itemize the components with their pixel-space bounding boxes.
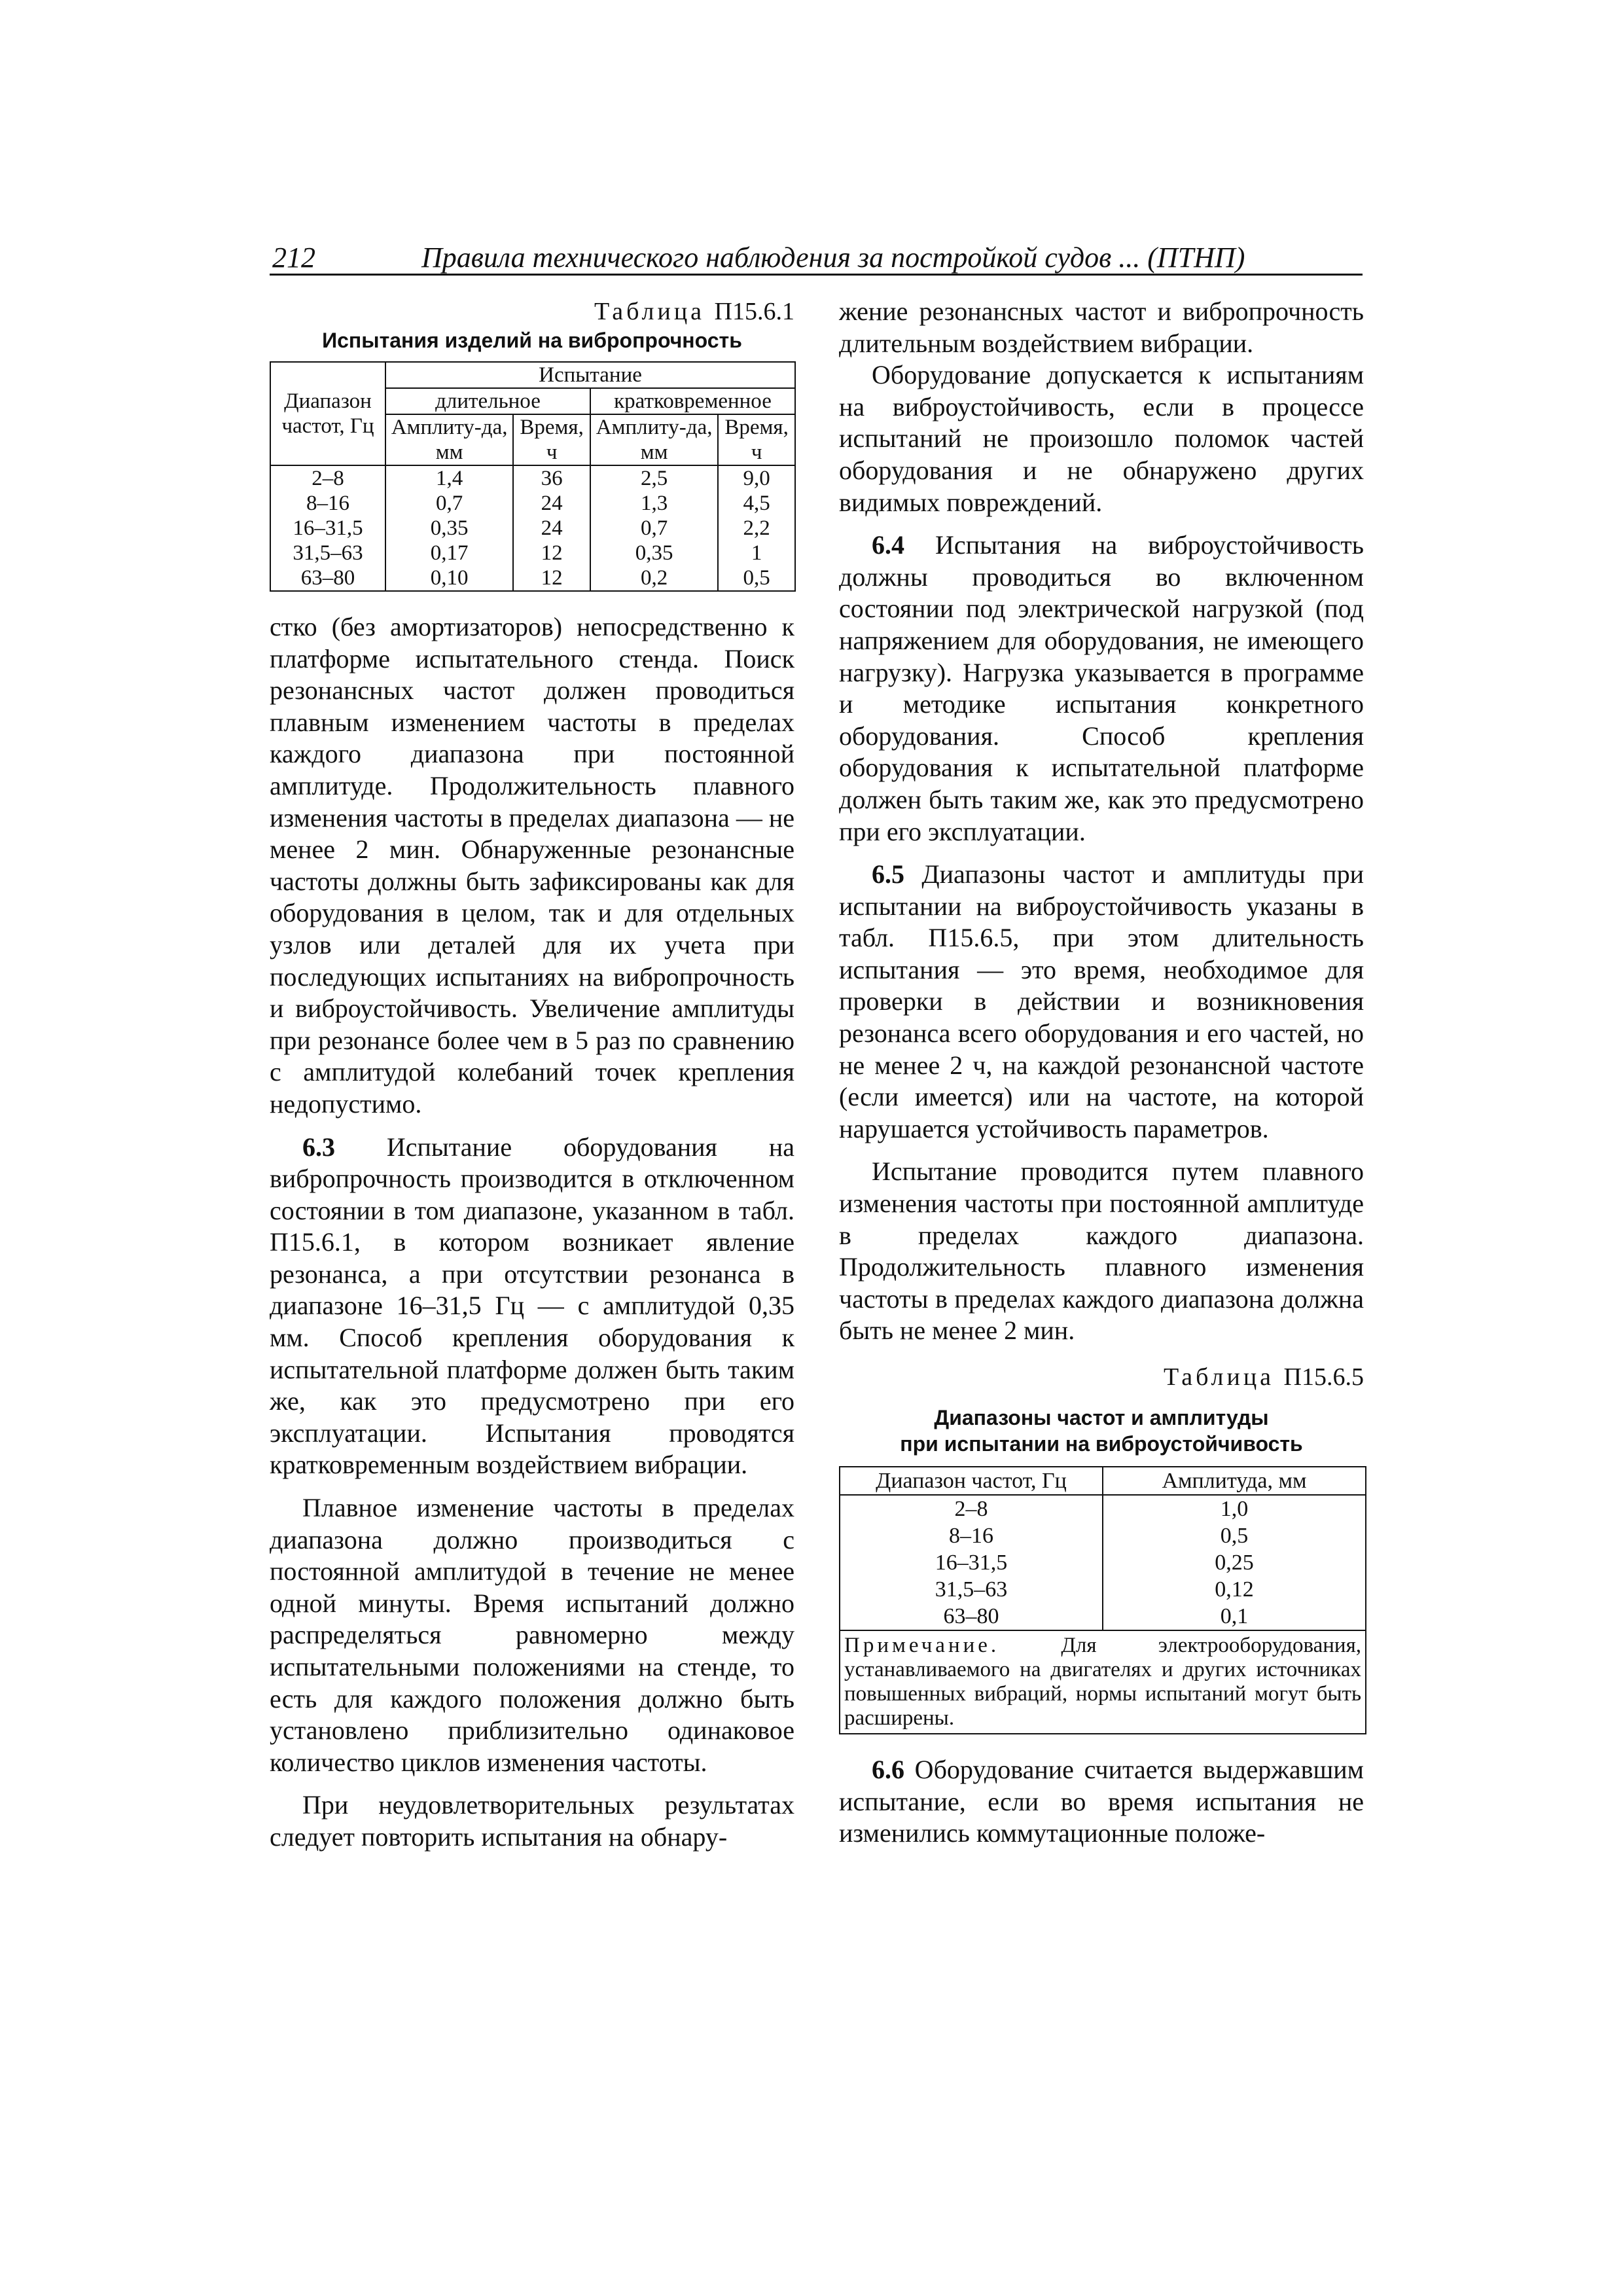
section-6-3 [270, 1132, 794, 1482]
note-label: Примечание. [844, 1634, 1000, 1657]
paragraph: Плавное изменение частоты в пределах диапазона должно производиться с постоянной амплитудой в течение не менее одной минуты. Время испытаний должно распределяться равномерно между испытательными положениями на стенде, то есть для каждого положения должно быть установлено приблизительно одинаковое количество циклов изменения частоты. [270, 1493, 794, 1777]
right-column [839, 296, 1364, 1850]
table-cell: 1 [718, 541, 795, 565]
t1-col-test: Испытание [385, 362, 795, 388]
table-cell: 2,2 [718, 516, 795, 541]
table1 [270, 361, 796, 592]
t1-col-amp: Амплиту-да, мм [385, 414, 513, 465]
table-cell: 24 [513, 516, 590, 541]
page-header [270, 241, 1363, 276]
table-row [840, 1576, 1366, 1603]
table-cell: 0,17 [385, 541, 513, 565]
section-6-5 [839, 859, 1364, 1145]
table-cell: 16–31,5 [270, 516, 385, 541]
section-number: 6.3 [302, 1132, 335, 1162]
table-cell: 16–31,5 [840, 1549, 1103, 1576]
table2-note [840, 1630, 1366, 1734]
table2-title-line: при испытании на виброустойчивость [900, 1432, 1303, 1456]
table2-title [839, 1405, 1364, 1457]
table-cell: 0,7 [385, 491, 513, 516]
table-row [270, 565, 795, 591]
section-number: 6.6 [872, 1755, 904, 1784]
paragraph: Испытание проводится путем плавного изменения частоты при постоянной амплитуде в пределах каждого диапазона. Продолжительность плавного изменения частоты в пределах каждого диапазона должна быть не менее 2 мин. [839, 1157, 1364, 1346]
table-cell: 63–80 [270, 565, 385, 591]
table-cell: 0,1 [1103, 1603, 1366, 1630]
table-row [840, 1495, 1366, 1522]
table-cell: 36 [513, 465, 590, 491]
t1-col-range: Диапазон частот, Гц [270, 362, 385, 465]
table-cell: 2–8 [840, 1495, 1103, 1522]
t2-col-amp: Амплитуда, мм [1103, 1467, 1366, 1495]
paragraph: жение резонансных частот и вибропрочность длительным воздействием вибрации. [839, 296, 1364, 358]
table-cell: 12 [513, 541, 590, 565]
table-cell: 8–16 [840, 1522, 1103, 1549]
t1-col-amp: Амплиту-да, мм [590, 414, 718, 465]
table-cell: 0,2 [590, 565, 718, 591]
section-6-4 [839, 529, 1364, 848]
table-row [270, 465, 795, 491]
table-cell: 0,10 [385, 565, 513, 591]
table-cell: 63–80 [840, 1603, 1103, 1630]
table-cell: 1,0 [1103, 1495, 1366, 1522]
table-row [840, 1603, 1366, 1630]
section-6-6 [839, 1754, 1364, 1850]
table2-title-line: Диапазоны частот и амплитуды [934, 1406, 1269, 1429]
table-cell: 9,0 [718, 465, 795, 491]
table-row [840, 1549, 1366, 1576]
table-cell: 0,35 [590, 541, 718, 565]
left-column [270, 296, 794, 1854]
table-row [270, 541, 795, 565]
section-text: Диапазоны частот и амплитуды при испытании на виброустойчивость указаны в табл. П15.6.5, при этом длительность испытания — это время, необходимое для проверки в действии и возникновения резонанса всего оборудования и его частей, но не менее 2 ч, на каждой резонансной частоте (если имеется) или на частоте, на которой нарушается устойчивость параметров. [839, 859, 1364, 1143]
t1-col-time: Время, ч [718, 414, 795, 465]
table-cell: 0,12 [1103, 1576, 1366, 1603]
table-cell: 31,5–63 [840, 1576, 1103, 1603]
t1-col-time: Время, ч [513, 414, 590, 465]
section-number: 6.4 [872, 530, 904, 560]
table1-label: Таблица П15.6.1 [594, 298, 794, 325]
table-cell: 0,5 [718, 565, 795, 591]
running-title: Правила технического наблюдения за постройкой судов ... (ПТНП) [421, 242, 1245, 274]
section-text: Оборудование считается выдержавшим испытание, если во время испытания не изменились коммутационные положе- [839, 1755, 1364, 1848]
note-text: Для электрооборудования, устанавливаемого на двигателях и других источниках повышенных вибраций, нормы испытаний могут быть расширены. [844, 1634, 1361, 1730]
paragraph: стко (без амортизаторов) непосредственно к платформе испытательного стенда. Поиск резонансных частот должен проводиться плавным изменением частоты в пределах каждого диапазона при постоянной амплитуде. Продолжительность плавного изменения частоты в пределах диапазона — не менее 2 мин. Обнаруженные резонансные частоты должны быть зафиксированы как для оборудования в целом, так и для отдельных узлов или деталей для их учета при последующих испытаниях на вибропрочность и виброустойчивость. Увеличение амплитуды при резонансе более чем в 5 раз по сравнению с амплитудой колебаний точек крепления недопустимо. [270, 612, 794, 1119]
t1-col-long: длительное [385, 388, 590, 414]
table2 [839, 1466, 1366, 1734]
section-text: Испытания на виброустойчивость должны проводиться во включенном состоянии под электрической нагрузкой (под напряжением для оборудования, не имеющего нагрузку). Нагрузка указывается в программе и методике испытания конкретного оборудования. Способ крепления оборудования к испытательной платформе должен быть таким же, как это предусмотрено при его эксплуатации. [839, 530, 1364, 846]
table1-title: Испытания изделий на вибропрочность [322, 329, 742, 352]
paragraph: Оборудование допускается к испытаниям на виброустойчивость, если в процессе испытаний не произошло поломок частей оборудования и не обнаружено других видимых повреждений. [839, 360, 1364, 517]
table-cell: 2,5 [590, 465, 718, 491]
table-cell: 8–16 [270, 491, 385, 516]
note-cell [840, 1630, 1366, 1734]
table-cell: 12 [513, 565, 590, 591]
table-row [840, 1522, 1366, 1549]
table-cell: 1,4 [385, 465, 513, 491]
table-row [270, 491, 795, 516]
table-cell: 2–8 [270, 465, 385, 491]
t2-col-range: Диапазон частот, Гц [840, 1467, 1103, 1495]
section-text: Испытание оборудования на вибропрочность производится в отключенном состоянии в том диапазоне, указанном в табл. П15.6.1, в котором возникает явление резонанса, а при отсутствии резонанса в диапазоне 16–31,5 Гц — с амплитудой 0,35 мм. Способ крепления оборудования к испытательной платформе должен быть таким же, как это предусмотрено при его эксплуатации. Испытания проводятся кратковременным воздействием вибрации. [270, 1132, 794, 1480]
table-cell: 0,7 [590, 516, 718, 541]
table-cell: 0,35 [385, 516, 513, 541]
table-cell: 31,5–63 [270, 541, 385, 565]
t1-col-short: кратковременное [590, 388, 795, 414]
table-row [270, 516, 795, 541]
table-cell: 24 [513, 491, 590, 516]
paragraph: При неудовлетворительных результатах следует повторить испытания на обнару- [270, 1790, 794, 1852]
section-number: 6.5 [872, 859, 904, 889]
page-number: 212 [272, 242, 315, 274]
table2-label: Таблица П15.6.5 [1164, 1363, 1364, 1391]
table-cell: 1,3 [590, 491, 718, 516]
table-cell: 0,5 [1103, 1522, 1366, 1549]
table-cell: 4,5 [718, 491, 795, 516]
table-cell: 0,25 [1103, 1549, 1366, 1576]
